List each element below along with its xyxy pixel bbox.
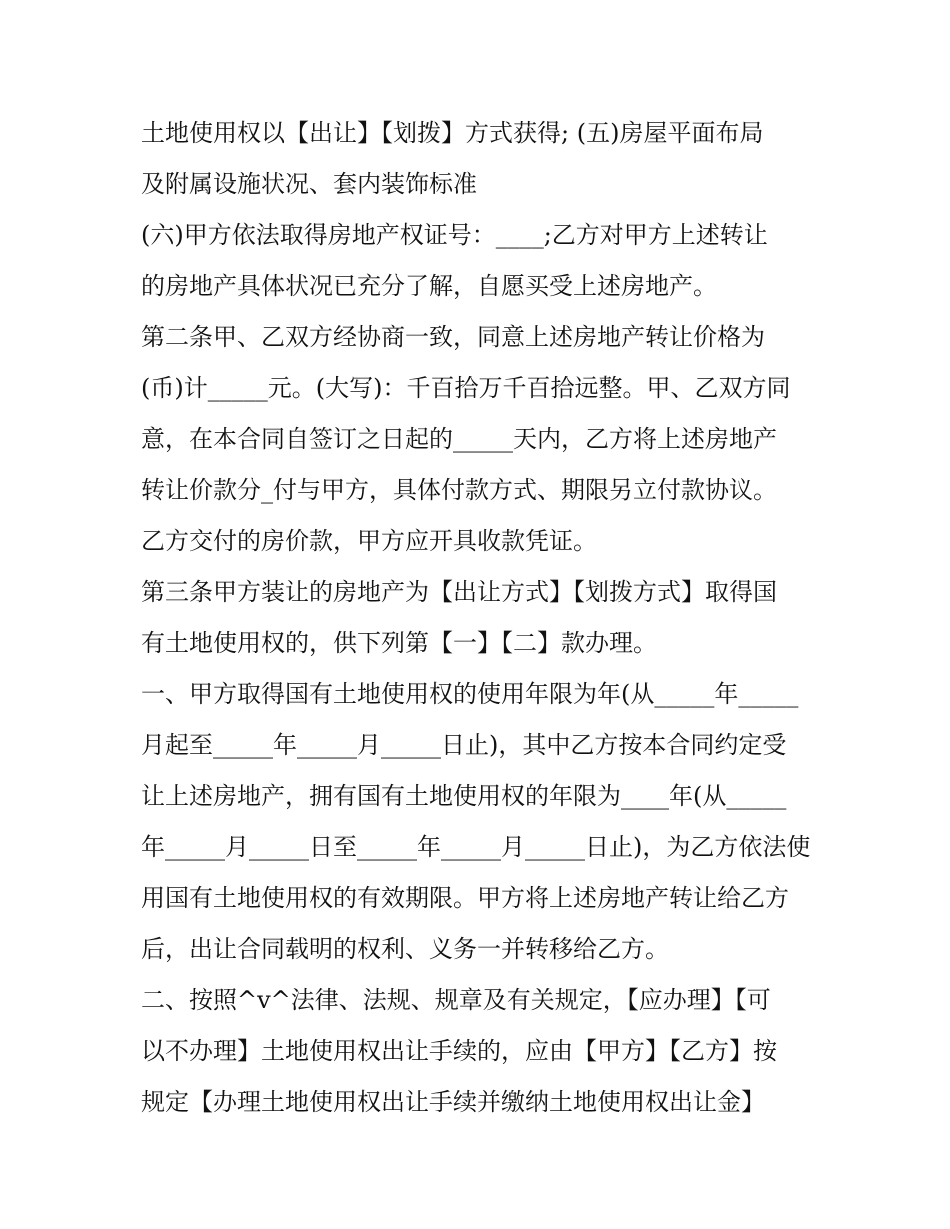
text-line-1: 土地使用权以【出让】【划拨】方式获得; (五)房屋平面布局	[141, 119, 764, 147]
text-line-5: 第二条甲、乙双方经协商一致，同意上述房地产转让价格为	[141, 323, 765, 351]
contract-text	[141, 108, 821, 1128]
text-line-14: 让上述房地产，拥有国有土地使用权的年限为____年(从_____	[141, 782, 787, 810]
text-line-10: 第三条甲方装让的房地产为【出让方式】【划拨方式】取得国	[141, 578, 777, 606]
text-line-8: 转让价款分_付与甲方，具体付款方式、期限另立付款协议。	[141, 476, 777, 504]
text-line-20: 规定【办理土地使用权出让手续并缴纳土地使用权出让金】	[141, 1088, 765, 1116]
text-line-16: 用国有土地使用权的有效期限。甲方将上述房地产转让给乙方	[141, 884, 789, 912]
text-line-12: 一、甲方取得国有土地使用权的使用年限为年(从_____年_____	[141, 680, 799, 708]
text-line-2: 及附属设施状况、套内装饰标准	[141, 170, 477, 198]
text-line-17: 后，出让合同载明的权利、义务一并转移给乙方。	[141, 935, 669, 963]
text-line-9: 乙方交付的房价款，甲方应开具收款凭证。	[141, 527, 597, 555]
text-line-4: 的房地产具体状况已充分了解，自愿买受上述房地产。	[141, 272, 717, 300]
text-line-7: 意，在本合同自签订之日起的_____天内，乙方将上述房地产	[141, 425, 777, 453]
text-line-18: 二、按照^v^法律、法规、规章及有关规定，【应办理】【可	[141, 986, 771, 1014]
text-line-11: 有土地使用权的，供下列第【一】【二】款办理。	[141, 629, 657, 657]
text-line-3: (六)甲方依法取得房地产权证号：____;乙方对甲方上述转让	[141, 221, 768, 249]
text-line-6: (币)计_____元。(大写)：千百拾万千百拾远整。甲、乙双方同	[141, 374, 791, 402]
text-line-13: 月起至_____年_____月_____日止)，其中乙方按本合同约定受	[141, 731, 787, 759]
text-line-15: 年_____月_____日至_____年_____月_____日止)，为乙方依法使	[141, 833, 811, 861]
text-line-19: 以不办理】土地使用权出让手续的，应由【甲方】【乙方】按	[141, 1037, 777, 1065]
